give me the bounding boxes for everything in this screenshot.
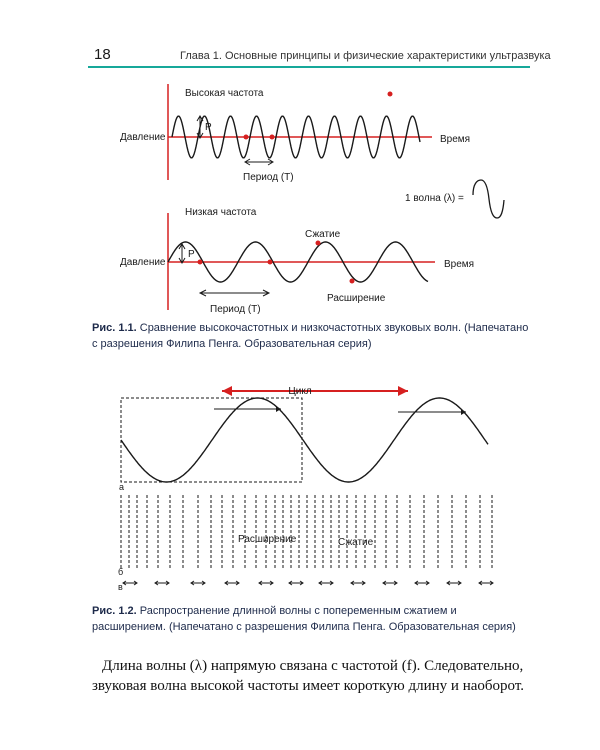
- displacement-arrow: [191, 581, 205, 585]
- displacement-arrow: [415, 581, 429, 585]
- particle-lines: [121, 495, 492, 568]
- wavelength-legend-label: 1 волна (λ) =: [405, 193, 464, 204]
- high-freq-marker-1: [244, 135, 249, 140]
- figure-1-2-caption-number: Рис. 1.2.: [92, 605, 137, 617]
- displacement-arrow: [289, 581, 303, 585]
- body-paragraph: Длина волны (λ) напрямую связана с частотой (f). Следовательно, звуковая волна высокой частоты имеет короткую длину и наоборот.: [92, 658, 524, 694]
- low-freq-amplitude-label: P: [188, 249, 195, 260]
- displacement-arrow: [225, 581, 239, 585]
- panel-a-label: а: [119, 482, 125, 492]
- high-freq-time-label: Время: [440, 134, 471, 145]
- displacement-arrow: [447, 581, 461, 585]
- displacement-arrow: [155, 581, 169, 585]
- wavelength-legend-wave: [473, 180, 504, 218]
- high-freq-stray-marker: [388, 92, 393, 97]
- displacement-arrow: [479, 581, 493, 585]
- compression-marker: [316, 241, 321, 246]
- low-freq-marker-right: [268, 260, 273, 265]
- low-freq-period-label: Период (T): [210, 304, 261, 315]
- wavelength-legend: [405, 180, 504, 218]
- figure-1-2-caption: [92, 603, 532, 635]
- long-wave: [121, 398, 488, 482]
- panel-b-label: б: [118, 567, 124, 577]
- page-number: 18: [94, 46, 111, 63]
- fig-1-2-compression-label: Сжатие: [338, 537, 374, 548]
- low-freq-marker-left: [198, 260, 203, 265]
- figure-1-2: [118, 386, 493, 592]
- figure-1-1-high-frequency: [120, 84, 470, 183]
- high-freq-period-label: Период (T): [243, 172, 294, 183]
- rarefaction-marker: [350, 279, 355, 284]
- low-freq-rarefaction-label: Расширение: [327, 293, 386, 304]
- fig-1-2-rarefaction-label: Расширение: [238, 534, 297, 545]
- displacement-arrow: [259, 581, 273, 585]
- low-freq-time-label: Время: [444, 259, 475, 270]
- high-freq-marker-2: [270, 135, 275, 140]
- figure-1-1-caption-text: Сравнение высокочастотных и низкочастотных звуковых волн. (Напечатано с разрешения Филипа Пенга. Образовательная серия): [92, 322, 529, 350]
- high-freq-pressure-label: Давление: [120, 132, 166, 143]
- cycle-arrowhead-left: [222, 386, 232, 396]
- displacement-arrow: [351, 581, 365, 585]
- cycle-arrowhead-right: [398, 386, 408, 396]
- cycle-label: Цикл: [288, 386, 312, 397]
- figure-1-2-caption-text: Распространение длинной волны с попеременным сжатием и расширением. (Напечатано с разрешения Филипа Пенга. Образовательная серия): [92, 605, 516, 633]
- low-freq-label: Низкая частота: [185, 207, 257, 218]
- figure-1-1-caption: [92, 320, 532, 352]
- displacement-arrow: [383, 581, 397, 585]
- displacement-arrow: [319, 581, 333, 585]
- high-freq-amplitude-label: P: [205, 122, 212, 133]
- low-freq-compression-label: Сжатие: [305, 229, 341, 240]
- low-freq-pressure-label: Давление: [120, 257, 166, 268]
- running-header: Глава 1. Основные принципы и физические характеристики ультразвука: [180, 50, 551, 62]
- displacement-arrow: [123, 581, 137, 585]
- high-freq-label: Высокая частота: [185, 88, 264, 99]
- figure-1-1-low-frequency: [120, 207, 474, 315]
- panel-c-label: в: [118, 582, 123, 592]
- displacement-arrows: [123, 581, 493, 585]
- figure-1-1-caption-number: Рис. 1.1.: [92, 322, 137, 334]
